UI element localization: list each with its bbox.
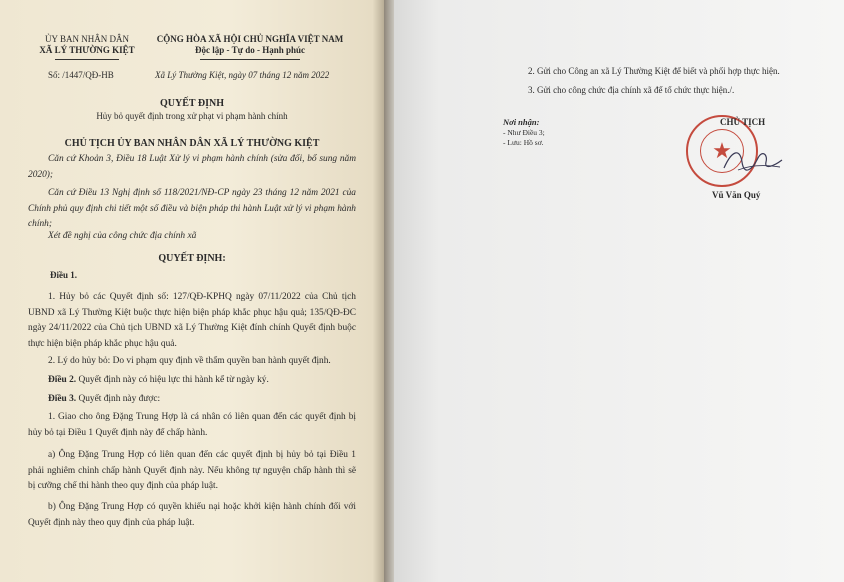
doc-subject: Hủy bỏ quyết định trong xử phạt vi phạm hành chính (96, 111, 288, 121)
doc-number: Số: /1447/QĐ-HB (48, 70, 114, 80)
nation-line1: CỘNG HÒA XÃ HỘI CHỦ NGHĨA VIỆT NAM (156, 34, 344, 44)
nation-line2: Độc lập - Tự do - Hạnh phúc (194, 45, 305, 55)
article2-label: Điều 2. (48, 375, 77, 385)
recipient-1: - Như Điều 3; (503, 128, 545, 137)
left-page (0, 0, 384, 582)
recipient-2: - Lưu: Hồ sơ. (503, 138, 544, 147)
article2-text: Quyết định này có hiệu lực thi hành kể từ ngày ký. (76, 375, 269, 385)
nation-underline (200, 59, 300, 60)
signature (718, 140, 788, 180)
signer-title: CHỦ TỊCH (720, 117, 766, 127)
agency-underline (55, 59, 119, 60)
place-date: Xã Lý Thường Kiệt, ngày 07 tháng 12 năm 2022 (155, 70, 330, 80)
article1-para1: 1. Hủy bỏ các Quyết định số: 127/QĐ-KPHQ ngày 07/11/2022 của Chủ tịch UBND xã Lý Thường Kiệt buộc thực hiện biện pháp khắc phục hậu quả; 135/QĐ-ĐC ngày 24/11/2022 của Chủ tịch UBND xã Lý Thường Kiệt đính chính Quyết định buộc thực hiện biện pháp khắc phục hậu quả. (28, 292, 356, 349)
right-item3: 3. Gửi cho công chức địa chính xã để tổ chức thực hiện./. (528, 85, 735, 95)
article3-para1: 1. Giao cho ông Đặng Trung Hợp là cá nhân có liên quan đến các quyết định bị hủy bỏ tại Điều 1 Quyết định này để chấp hành. (28, 412, 356, 438)
right-item2: 2. Gửi cho Công an xã Lý Thường Kiệt để biết và phối hợp thực hiện. (528, 66, 780, 76)
book-gutter (384, 0, 394, 582)
article1-para2: 2. Lý do hủy bỏ: Do vi phạm quy định về thẩm quyền ban hành quyết định. (48, 356, 331, 366)
doc-type: QUYẾT ĐỊNH (160, 98, 224, 109)
article3-label: Điều 3. (48, 394, 77, 404)
authority-title: CHỦ TỊCH ỦY BAN NHÂN DÂN XÃ LÝ THƯỜNG KIỆT (64, 138, 320, 149)
article3 (28, 392, 356, 408)
agency-line1: ỦY BAN NHÂN DÂN (45, 34, 129, 44)
article2 (28, 373, 356, 389)
article3-para-b: b) Ông Đặng Trung Hợp có quyền khiếu nại hoặc khởi kiện hành chính đối với Quyết định này theo quy định của pháp luật. (28, 502, 356, 528)
article3-text: Quyết định này được: (76, 394, 161, 404)
signer-name: Vũ Văn Quý (712, 190, 761, 200)
basis-2: Căn cứ Điều 13 Nghị định số 118/2021/NĐ-CP ngày 23 tháng 12 năm 2021 của Chính phủ quy định chi tiết một số điều và biện pháp thi hành Luật xử lý vi phạm hành chính; (28, 188, 356, 229)
star-icon: ★ (700, 129, 744, 173)
article3-para-a: a) Ông Đặng Trung Hợp có liên quan đến các quyết định bị hủy bỏ tại Điều 1 phải nghiêm chỉnh chấp hành Quyết định này. Nếu không tự nguyện chấp hành thì sẽ bị cưỡng chế thi hành theo quy định của pháp luật. (28, 450, 356, 491)
basis-1: Căn cứ Khoản 3, Điều 18 Luật Xử lý vi phạm hành chính (sửa đổi, bổ sung năm 2020); (28, 154, 356, 180)
basis-3: Xét đề nghị của công chức địa chính xã (48, 231, 197, 241)
decides-heading: QUYẾT ĐỊNH: (158, 253, 226, 264)
agency-line2: XÃ LÝ THƯỜNG KIỆT (39, 45, 135, 55)
recipients-title: Nơi nhận: (503, 117, 540, 127)
article1-title: Điều 1. (50, 270, 77, 280)
